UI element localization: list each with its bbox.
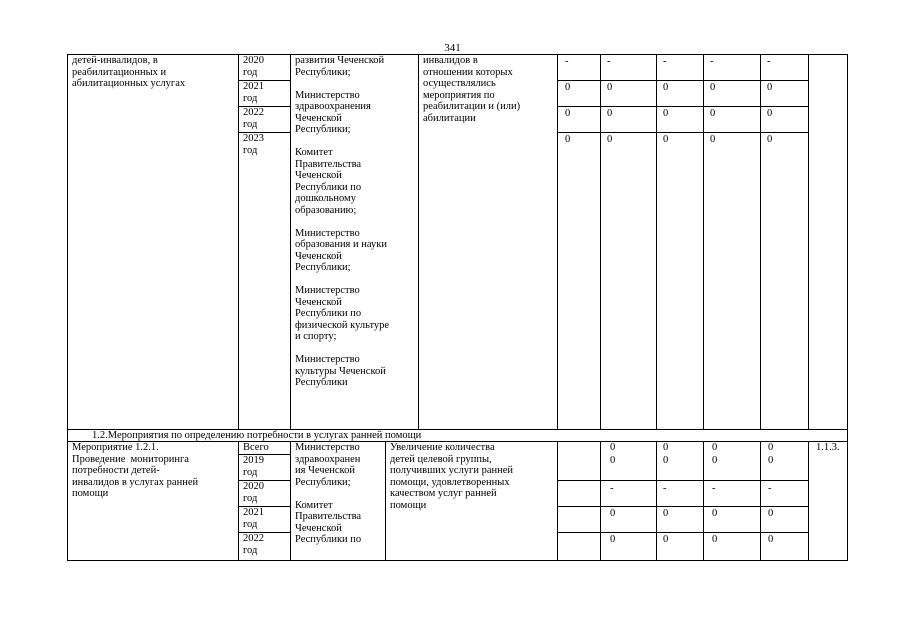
year-cell: 2021 год	[243, 507, 264, 530]
section-header: 1.2.Мероприятия по определению потребности в услугах ранней помощи	[92, 430, 422, 441]
value-cell: 0	[565, 82, 571, 93]
year-cell: 2022 год	[243, 533, 264, 556]
year-cell: Всего	[243, 442, 269, 453]
value-cell: 0	[607, 82, 613, 93]
year-cell: 2022 год	[243, 107, 264, 130]
value-cell: 0	[710, 82, 716, 93]
value-cell: 0	[663, 134, 669, 145]
year-cell: 2020 год	[243, 481, 264, 504]
value-cell: 0	[610, 455, 616, 466]
value-cell: 0	[663, 82, 669, 93]
value-cell: 0	[607, 108, 613, 119]
value-cell: 0	[663, 108, 669, 119]
executors-cell: развития Чеченской Республики; Министерство здравоохранения Чеченской Республики; Комитет Правительства Чеченской Республики по дошкольному образованию; Министерство образования и науки Чеченской Республики; Министерство Чеченской Республики по физической культуре и спорту; Министерство культуры Чеченской Республики	[295, 55, 390, 388]
value-cell: 0	[663, 508, 669, 519]
value-cell: 0	[767, 108, 773, 119]
value-cell: 0	[712, 508, 718, 519]
value-cell: -	[768, 483, 772, 494]
year-cell: 2021 год	[243, 81, 264, 104]
value-cell: 0	[565, 108, 571, 119]
value-cell: 0	[768, 455, 774, 466]
value-cell: 0	[712, 455, 718, 466]
value-cell: -	[607, 56, 611, 67]
value-cell: 0	[768, 442, 774, 453]
year-cell: 2023 год	[243, 133, 264, 156]
value-cell: 0	[610, 534, 616, 545]
value-cell: 0	[663, 442, 669, 453]
value-cell: 0	[663, 534, 669, 545]
value-cell: 0	[610, 508, 616, 519]
value-cell: 0	[663, 455, 669, 466]
executors-cell: Министерство здравоохранен ия Чеченской Республики; Комитет Правительства Чеченской Республики по	[295, 442, 362, 545]
value-cell: 0	[610, 442, 616, 453]
value-cell: -	[712, 483, 716, 494]
value-cell: 0	[712, 534, 718, 545]
value-cell: -	[663, 56, 667, 67]
value-cell: 0	[768, 508, 774, 519]
value-cell: 0	[710, 134, 716, 145]
indicator-cell: Увеличение количества детей целевой группы, получивших услуги ранней помощи, удовлетворенных качеством услуг ранней помощи	[390, 442, 514, 511]
value-cell: 0	[712, 442, 718, 453]
value-cell: -	[565, 56, 569, 67]
ref-cell: 1.1.3.	[816, 442, 840, 453]
value-cell: 0	[565, 134, 571, 145]
year-cell: 2020 год	[243, 55, 264, 78]
indicator-cell: инвалидов в отношении которых осуществлялись мероприятия по реабилитации и (или) абилитации	[423, 55, 521, 124]
activity-name-cell: детей-инвалидов, в реабилитационных и абилитационных услугах	[72, 55, 186, 89]
value-cell: -	[767, 56, 771, 67]
value-cell: -	[663, 483, 667, 494]
activity-name-cell: Мероприятие 1.2.1. Проведение мониторинга потребности детей- инвалидов в услугах ранней помощи	[72, 442, 199, 499]
value-cell: 0	[710, 108, 716, 119]
value-cell: 0	[607, 134, 613, 145]
year-cell: 2019 год	[243, 455, 264, 478]
value-cell: 0	[767, 134, 773, 145]
value-cell: -	[710, 56, 714, 67]
value-cell: -	[610, 483, 614, 494]
value-cell: 0	[768, 534, 774, 545]
page-number: 341	[444, 42, 461, 54]
value-cell: 0	[767, 82, 773, 93]
